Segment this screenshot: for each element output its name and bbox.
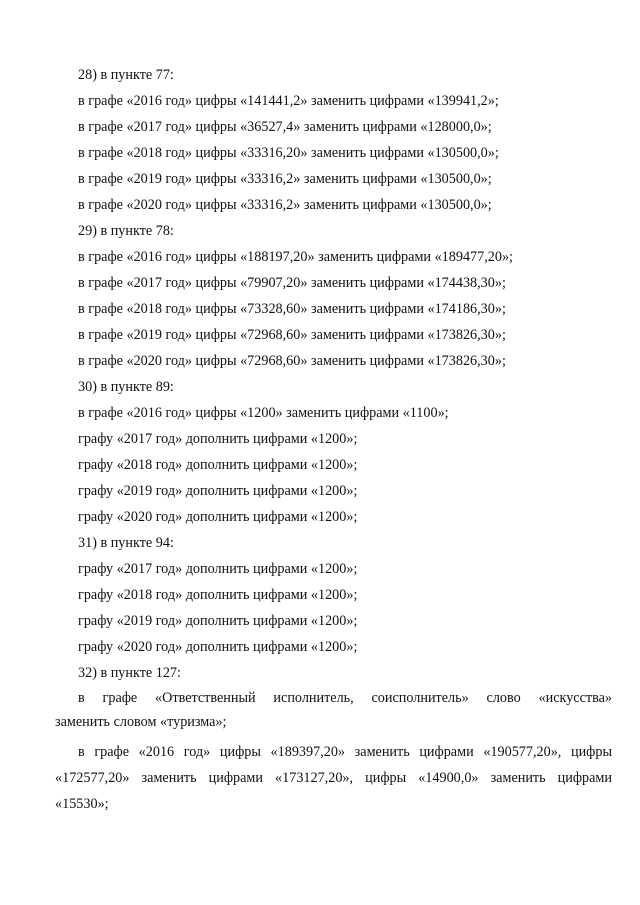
item-30-line-1: в графе «2016 год» цифры «1200» заменить цифрами «1100»; xyxy=(78,405,449,421)
item-32-para-1-line-1: в графе «Ответственный исполнитель, соисполнитель» слово «искусства» xyxy=(78,690,612,706)
item-29-line-2: в графе «2017 год» цифры «79907,20» заменить цифрами «174438,30»; xyxy=(78,275,506,291)
item-29-line-1: в графе «2016 год» цифры «188197,20» заменить цифрами «189477,20»; xyxy=(78,249,513,265)
item-30-line-3: графу «2018 год» дополнить цифрами «1200»; xyxy=(78,457,358,473)
item-28-line-1: в графе «2016 год» цифры «141441,2» заменить цифрами «139941,2»; xyxy=(78,93,499,109)
item-29-line-4: в графе «2019 год» цифры «72968,60» заменить цифрами «173826,30»; xyxy=(78,327,506,343)
item-31-line-3: графу «2019 год» дополнить цифрами «1200»; xyxy=(78,613,358,629)
item-28-heading: 28) в пункте 77: xyxy=(78,67,174,83)
item-29-heading: 29) в пункте 78: xyxy=(78,223,174,239)
item-30-line-4: графу «2019 год» дополнить цифрами «1200»; xyxy=(78,483,358,499)
item-28-line-3: в графе «2018 год» цифры «33316,20» заменить цифрами «130500,0»; xyxy=(78,145,499,161)
item-32-heading: 32) в пункте 127: xyxy=(78,665,181,681)
item-30-line-2: графу «2017 год» дополнить цифрами «1200»; xyxy=(78,431,358,447)
item-32-para-2-line-2: «172577,20» заменить цифрами «173127,20», цифры «14900,0» заменить цифрами xyxy=(55,770,612,786)
item-32-para-1-line-2: заменить словом «туризма»; xyxy=(55,714,227,730)
item-29-line-3: в графе «2018 год» цифры «73328,60» заменить цифрами «174186,30»; xyxy=(78,301,506,317)
item-32-para-2-line-3: «15530»; xyxy=(55,796,109,812)
item-31-line-4: графу «2020 год» дополнить цифрами «1200»; xyxy=(78,639,358,655)
item-31-heading: 31) в пункте 94: xyxy=(78,535,174,551)
item-32-para-2-line-1: в графе «2016 год» цифры «189397,20» заменить цифрами «190577,20», цифры xyxy=(78,744,612,760)
item-30-line-5: графу «2020 год» дополнить цифрами «1200»; xyxy=(78,509,358,525)
item-28-line-5: в графе «2020 год» цифры «33316,2» заменить цифрами «130500,0»; xyxy=(78,197,492,213)
item-29-line-5: в графе «2020 год» цифры «72968,60» заменить цифрами «173826,30»; xyxy=(78,353,506,369)
item-31-line-2: графу «2018 год» дополнить цифрами «1200»; xyxy=(78,587,358,603)
item-30-heading: 30) в пункте 89: xyxy=(78,379,174,395)
item-31-line-1: графу «2017 год» дополнить цифрами «1200»; xyxy=(78,561,358,577)
item-28-line-2: в графе «2017 год» цифры «36527,4» заменить цифрами «128000,0»; xyxy=(78,119,492,135)
item-28-line-4: в графе «2019 год» цифры «33316,2» заменить цифрами «130500,0»; xyxy=(78,171,492,187)
